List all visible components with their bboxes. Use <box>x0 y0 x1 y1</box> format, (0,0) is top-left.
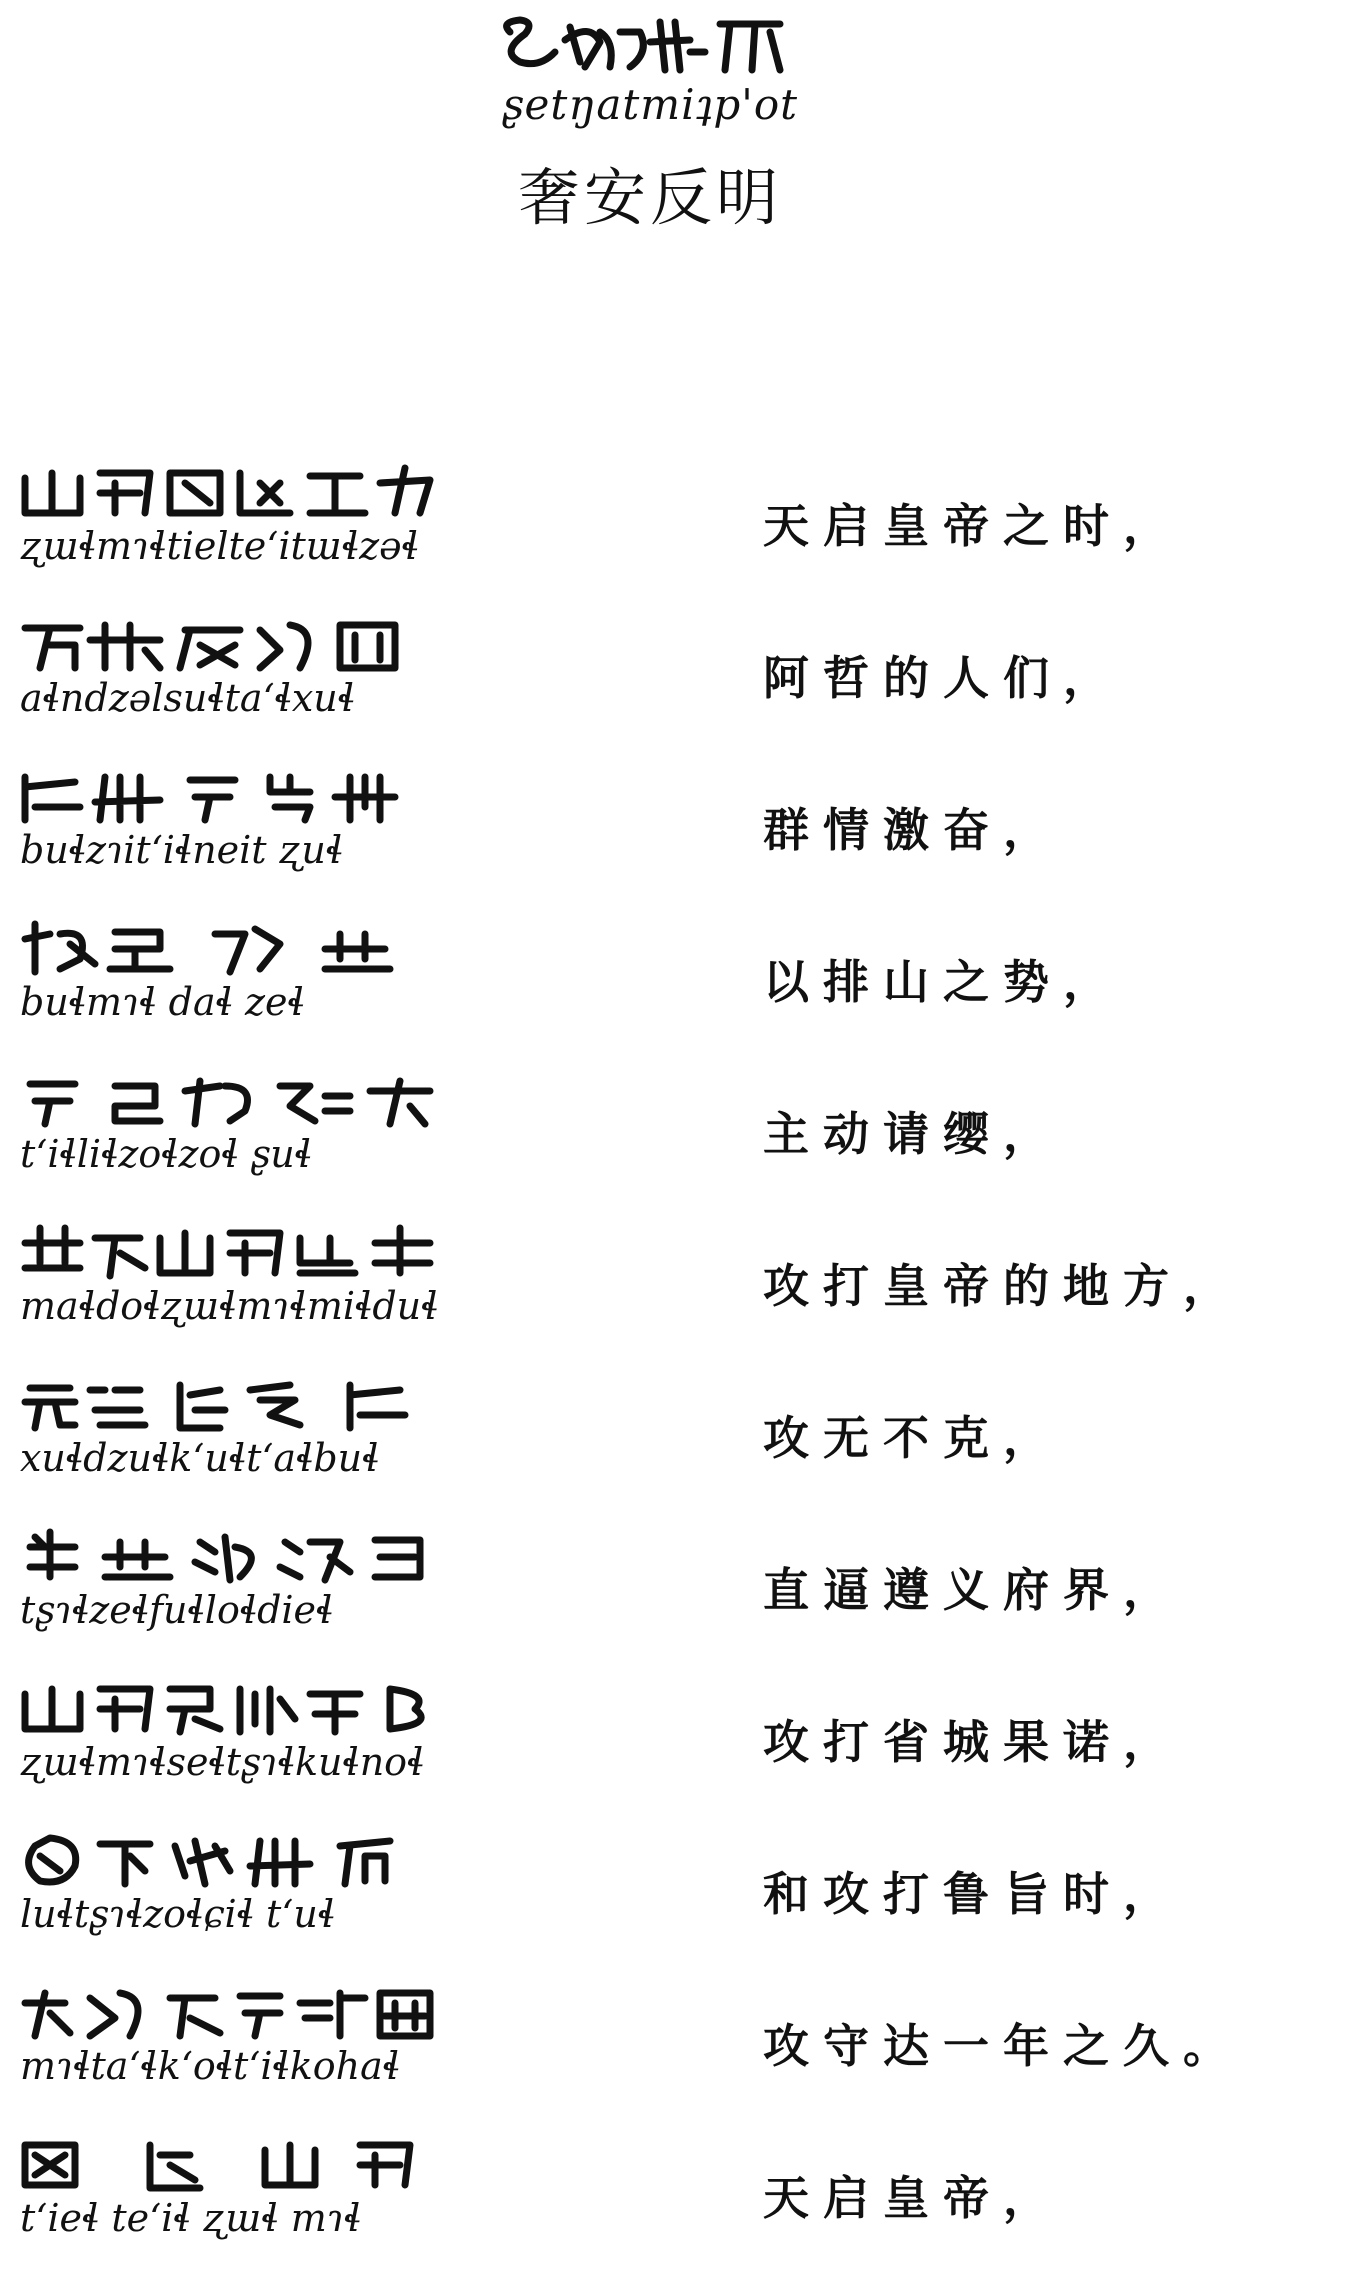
yi-verse <box>20 1978 440 2110</box>
yi-verse <box>20 1066 440 1198</box>
yi-handwritten-glyphs <box>20 610 440 676</box>
yi-handwritten-glyphs <box>20 2130 440 2196</box>
chinese-translation: 以排山之势， <box>763 955 1123 1009</box>
verse-row <box>0 1666 1359 1818</box>
yi-verse <box>20 1218 440 1350</box>
yi-handwritten-glyphs <box>20 762 440 828</box>
yi-romanization: tʻieɬ teʻiɬ ʐɯɬ mɿɬ <box>20 2196 362 2240</box>
yi-verse <box>20 1674 440 1806</box>
yi-verse <box>20 1370 440 1502</box>
verse-row <box>0 754 1359 906</box>
chinese-translation: 攻无不克， <box>763 1411 1063 1465</box>
yi-handwritten-glyphs <box>20 1978 440 2044</box>
verse-row <box>0 1058 1359 1210</box>
verse-row <box>0 1210 1359 1362</box>
verse-row <box>0 1514 1359 1666</box>
yi-romanization: buɬmɿɬ daɬ zeɬ <box>20 980 305 1024</box>
chinese-translation: 群情激奋， <box>763 803 1063 857</box>
chinese-translation: 天启皇帝， <box>763 2171 1063 2225</box>
yi-romanization: aɬndzəlsuɬtaʻɬxuɬ <box>20 676 356 720</box>
verse-row <box>0 906 1359 1058</box>
yi-title-romanization: ʂetŋatmiʇp'ot <box>502 80 798 129</box>
yi-verse <box>20 2130 440 2262</box>
yi-handwritten-glyphs <box>20 458 440 524</box>
chinese-translation: 攻打省城果诺， <box>763 1715 1183 1769</box>
verse-row <box>0 602 1359 754</box>
verse-row <box>0 1362 1359 1514</box>
yi-romanization: buɬzɿitʻiɬneit ʐuɬ <box>20 828 344 872</box>
verse-row <box>0 450 1359 602</box>
yi-verse <box>20 1522 440 1654</box>
chinese-translation: 阿哲的人们， <box>763 651 1123 705</box>
yi-romanization: mɿɬtaʻɬkʻoɬtʻiɬkohaɬ <box>20 2044 401 2088</box>
verse-row <box>0 1970 1359 2122</box>
yi-romanization: tʻiɬliɬzoɬzoɬ ʂuɬ <box>20 1132 312 1176</box>
chinese-translation: 主动请缨， <box>763 1107 1063 1161</box>
chinese-translation: 直逼遵义府界， <box>763 1563 1183 1617</box>
yi-romanization: ʐɯɬmɿɬtielteʻitɯɬzəɬ <box>20 524 419 568</box>
yi-handwritten-glyphs <box>20 1066 440 1132</box>
yi-verse <box>20 1826 440 1958</box>
yi-romanization: xuɬdzuɬkʻuɬtʻaɬbuɬ <box>20 1436 380 1480</box>
chinese-translation: 攻守达一年之久。 <box>763 2019 1243 2073</box>
chinese-translation: 和攻打鲁旨时， <box>763 1867 1183 1921</box>
verse-row <box>0 2122 1359 2274</box>
yi-handwritten-glyphs <box>20 1674 440 1740</box>
chinese-title: 奢安反明 <box>517 161 782 234</box>
verse-row <box>0 1818 1359 1970</box>
verse-list <box>0 450 1359 2274</box>
yi-verse <box>20 458 440 590</box>
yi-handwritten-glyphs <box>20 1218 440 1284</box>
yi-verse <box>20 610 440 742</box>
yi-handwritten-glyphs <box>20 1370 440 1436</box>
yi-handwritten-glyphs <box>20 914 440 980</box>
chinese-translation: 天启皇帝之时， <box>763 499 1183 553</box>
document-header <box>0 0 1359 240</box>
yi-romanization: maɬdoɬʐɯɬmɿɬmiɬduɬ <box>20 1284 439 1328</box>
yi-verse <box>20 762 440 894</box>
yi-title-glyphs <box>490 12 800 80</box>
yi-romanization: luɬtʂɿɬzoɬɕiɬ tʻuɬ <box>20 1892 336 1936</box>
yi-handwritten-glyphs <box>20 1826 440 1892</box>
yi-romanization: tʂɿɬzeɬfuɬloɬdieɬ <box>20 1588 334 1632</box>
chinese-translation: 攻打皇帝的地方， <box>763 1259 1243 1313</box>
yi-handwritten-glyphs <box>20 1522 440 1588</box>
yi-romanization: ʐɯɬmɿɬseɬtʂɿɬkuɬnoɬ <box>20 1740 425 1784</box>
yi-verse <box>20 914 440 1046</box>
